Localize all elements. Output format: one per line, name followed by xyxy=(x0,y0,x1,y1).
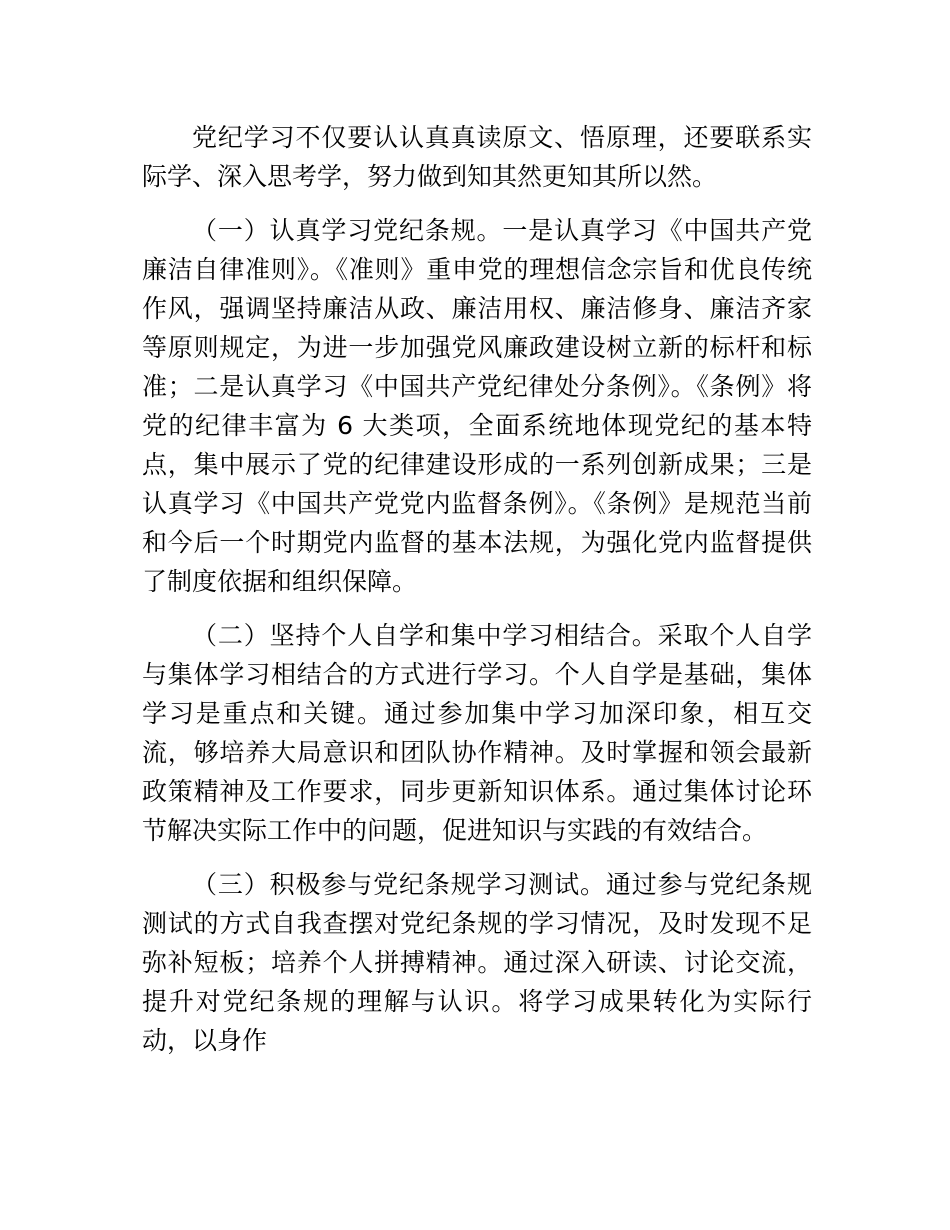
paragraph-section-1: （一）认真学习党纪条规。一是认真学习《中国共产党廉洁自律准则》。《准则》重申党的理想信念宗旨和优良传统作风，强调坚持廉洁从政、廉洁用权、廉洁修身、廉洁齐家等原则规定，为进一步加强党风廉政建设树立新的标杆和标准；二是认真学习《中国共产党纪律处分条例》。《条例》将党的纪律丰富为 6 大类项，全面系统地体现党纪的基本特点，集中展示了党的纪律建设形成的一系列创新成果；三是认真学习《中国共产党党内监督条例》。《条例》是规范当前和今后一个时期党内监督的基本法规，为强化党内监督提供了制度依据和组织保障。 xyxy=(142,216,812,596)
paragraph-intro: 党纪学习不仅要认认真真读原文、悟原理，还要联系实际学、深入思考学，努力做到知其然更知其所以然。 xyxy=(142,123,812,191)
document-body xyxy=(142,118,812,1075)
paragraph-section-3: （三）积极参与党纪条规学习测试。通过参与党纪条规测试的方式自我查摆对党纪条规的学习情况，及时发现不足弥补短板；培养个人拼搏精神。通过深入研读、讨论交流，提升对党纪条规的理解与认识。将学习成果转化为实际行动，以身作 xyxy=(142,870,812,1055)
paragraph-section-2: （二）坚持个人自学和集中学习相结合。采取个人自学与集体学习相结合的方式进行学习。个人自学是基础，集体学习是重点和关键。通过参加集中学习加深印象，相互交流，够培养大局意识和团队协作精神。及时掌握和领会最新政策精神及工作要求，同步更新知识体系。通过集体讨论环节解决实际工作中的问题，促进知识与实践的有效结合。 xyxy=(142,621,812,845)
